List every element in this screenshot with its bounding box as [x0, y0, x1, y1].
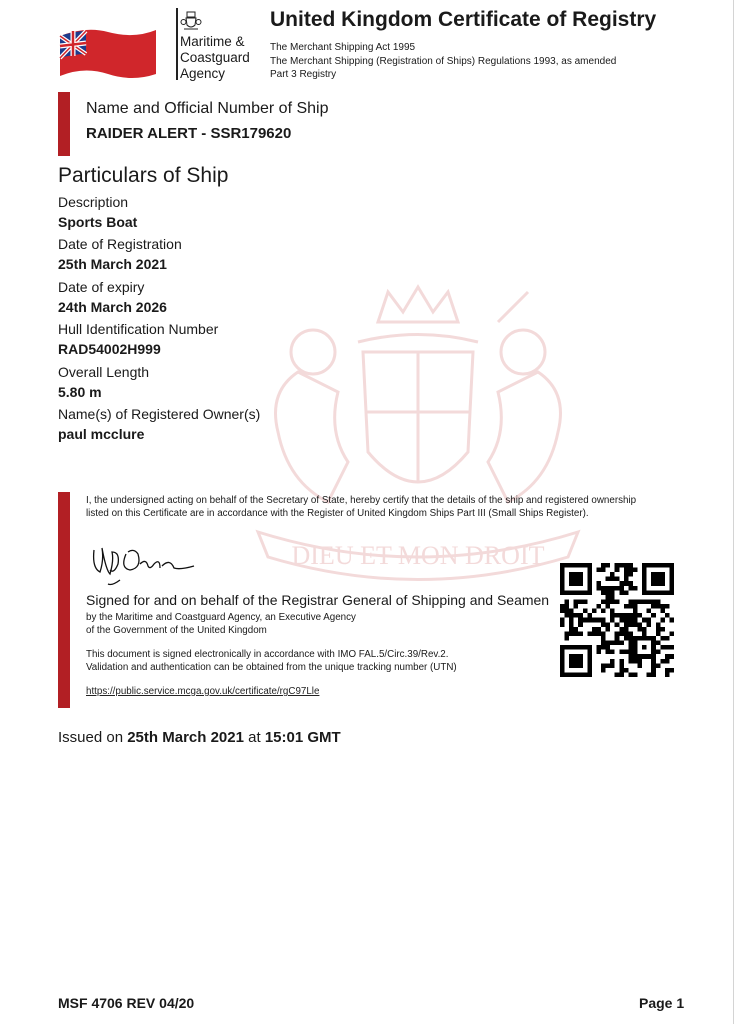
- legislation-references: [270, 41, 670, 82]
- red-ensign-flag-icon: [56, 22, 158, 78]
- declaration-accent-bar: [58, 492, 70, 708]
- registration-date-label: Date of Registration: [58, 236, 182, 252]
- agency-name-line: Maritime &: [180, 34, 245, 49]
- declaration-text: I, the undersigned acting on behalf of the Secretary of State, hereby certify that the details of the ship and registered ownership listed on this Certificate are in accordance with the Register of United Kingdom Ships Part III (Small Ships Register).: [86, 495, 637, 519]
- overall-length-label: Overall Length: [58, 364, 150, 380]
- agency-statement-line: of the Government of the United Kingdom: [86, 624, 267, 636]
- issued-date: 25th March 2021: [127, 729, 244, 746]
- royal-coat-of-arms-watermark: [238, 282, 598, 582]
- form-reference: MSF 4706 REV 04/20: [58, 995, 195, 1011]
- owner-value: paul mcclure: [58, 426, 145, 442]
- agency-divider: [176, 8, 178, 80]
- agency-statement-line: by the Maritime and Coastguard Agency, an Executive Agency: [86, 612, 356, 623]
- agency-statement: [86, 612, 446, 637]
- expiry-date-value: 24th March 2026: [58, 299, 167, 315]
- legislation-line: Part 3 Registry: [270, 69, 337, 80]
- certificate-title: United Kingdom Certificate of Registry: [270, 8, 657, 31]
- expiry-date-label: Date of expiry: [58, 279, 145, 295]
- overall-length-value: 5.80 m: [58, 384, 102, 400]
- ship-name-value: RAIDER ALERT - SSR179620: [86, 125, 292, 142]
- signed-for-statement: Signed for and on behalf of the Registrar General of Shipping and Seamen: [86, 592, 550, 608]
- hull-id-value: RAD54002H999: [58, 341, 161, 357]
- description-label: Description: [58, 194, 129, 210]
- svg-text:DIEU ET MON DROIT: DIEU ET MON DROIT: [291, 541, 545, 570]
- issued-time: 15:01 GMT: [264, 729, 341, 746]
- particulars-title: Particulars of Ship: [58, 164, 229, 187]
- legislation-line: The Merchant Shipping (Registration of Ships) Regulations 1993, as amended: [270, 55, 617, 67]
- issued-prefix: Issued on: [58, 729, 124, 746]
- owner-label: Name(s) of Registered Owner(s): [58, 406, 261, 422]
- hull-id-label: Hull Identification Number: [58, 321, 219, 337]
- registrar-signature: [90, 540, 200, 590]
- ship-accent-bar: [58, 92, 70, 156]
- registration-date-value: 25th March 2021: [58, 256, 167, 272]
- issued-at: at: [248, 729, 261, 746]
- page-edge: [733, 0, 734, 1024]
- esign-line: This document is signed electronically in accordance with IMO FAL.5/Circ.39/Rev.2.: [86, 649, 449, 660]
- qr-code[interactable]: [560, 563, 674, 677]
- electronic-signature-statement: [86, 649, 536, 674]
- agency-name: [180, 34, 264, 82]
- ship-name-label: Name and Official Number of Ship: [86, 100, 329, 117]
- page-number: Page 1: [639, 995, 685, 1011]
- royal-crest-icon: [180, 10, 202, 32]
- esign-line: Validation and authentication can be obtained from the unique tracking number (UTN): [86, 661, 457, 673]
- description-value: Sports Boat: [58, 214, 138, 230]
- issued-statement: [58, 729, 341, 746]
- agency-name-line: Coastguard: [180, 50, 250, 65]
- legislation-line: The Merchant Shipping Act 1995: [270, 42, 416, 53]
- agency-name-line: Agency: [180, 66, 226, 81]
- certificate-link[interactable]: https://public.service.mcga.gov.uk/certificate/rgC97Lle: [86, 686, 320, 697]
